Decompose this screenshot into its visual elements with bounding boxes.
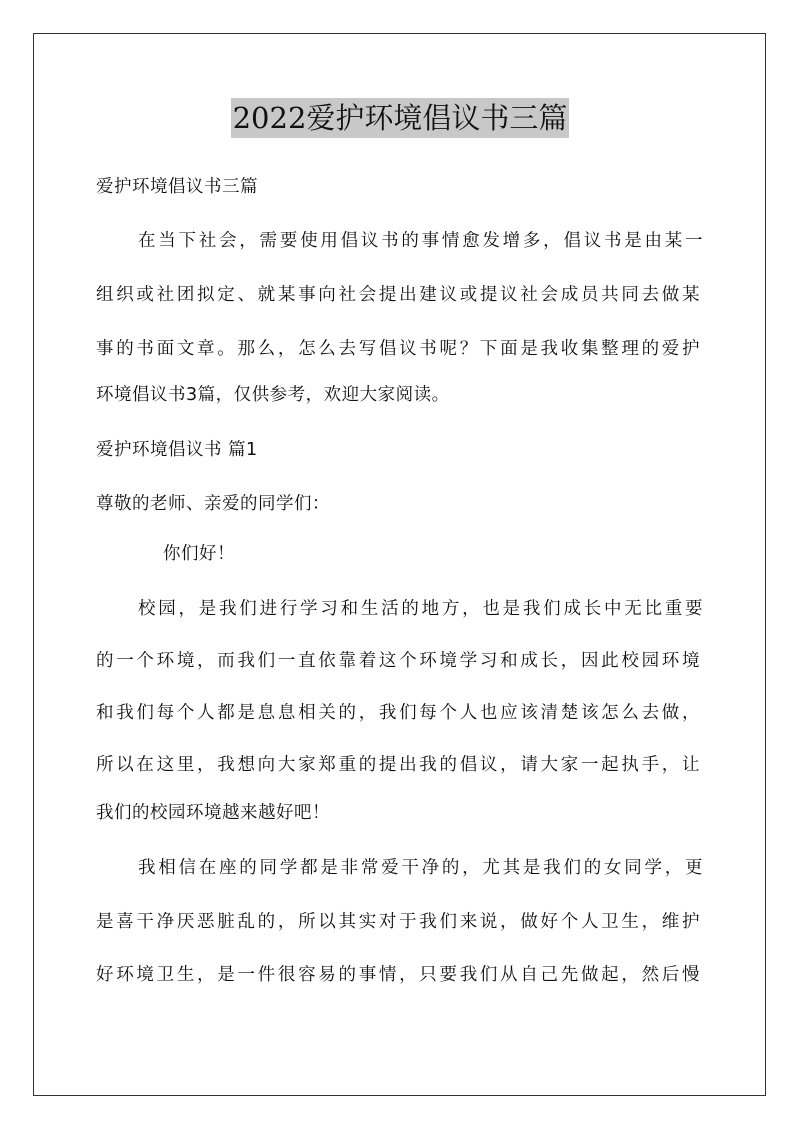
paragraph-line: 在当下社会，需要使用倡议书的事情愈发增多，倡议书是由某一 <box>138 231 703 251</box>
title-container <box>0 98 800 138</box>
greeting: 你们好！ <box>163 544 235 564</box>
paragraph-line: 的一个环境，而我们一直依靠着这个环境学习和成长，因此校园环境 <box>96 651 700 671</box>
paragraph-line: 我相信在座的同学都是非常爱干净的，尤其是我们的女同学，更 <box>138 858 703 878</box>
paragraph-line: 事的书面文章。那么，怎么去写倡议书呢？下面是我收集整理的爱护 <box>96 339 700 359</box>
paragraph-line: 校园，是我们进行学习和生活的地方，也是我们成长中无比重要 <box>138 599 703 619</box>
document-title: 2022爱护环境倡议书三篇 <box>231 98 570 138</box>
paragraph-line: 组织或社团拟定、就某事向社会提出建议或提议社会成员共同去做某 <box>96 285 700 305</box>
paragraph-line: 所以在这里，我想向大家郑重的提出我的倡议，请大家一起执手，让 <box>96 755 700 775</box>
paragraph-line: 好环境卫生，是一件很容易的事情，只要我们从自己先做起，然后慢 <box>96 965 700 985</box>
paragraph-line: 是喜干净厌恶脏乱的，所以其实对于我们来说，做好个人卫生，维护 <box>96 912 700 932</box>
subsection-heading: 爱护环境倡议书 篇1 <box>96 440 258 460</box>
paragraph-line: 我们的校园环境越来越好吧！ <box>96 803 330 823</box>
paragraph-line: 和我们每个人都是息息相关的，我们每个人也应该清楚该怎么去做， <box>96 703 700 723</box>
salutation: 尊敬的老师、亲爱的同学们： <box>96 494 330 514</box>
paragraph-line: 环境倡议书3篇，仅供参考，欢迎大家阅读。 <box>96 385 450 405</box>
section-heading: 爱护环境倡议书三篇 <box>96 177 258 197</box>
